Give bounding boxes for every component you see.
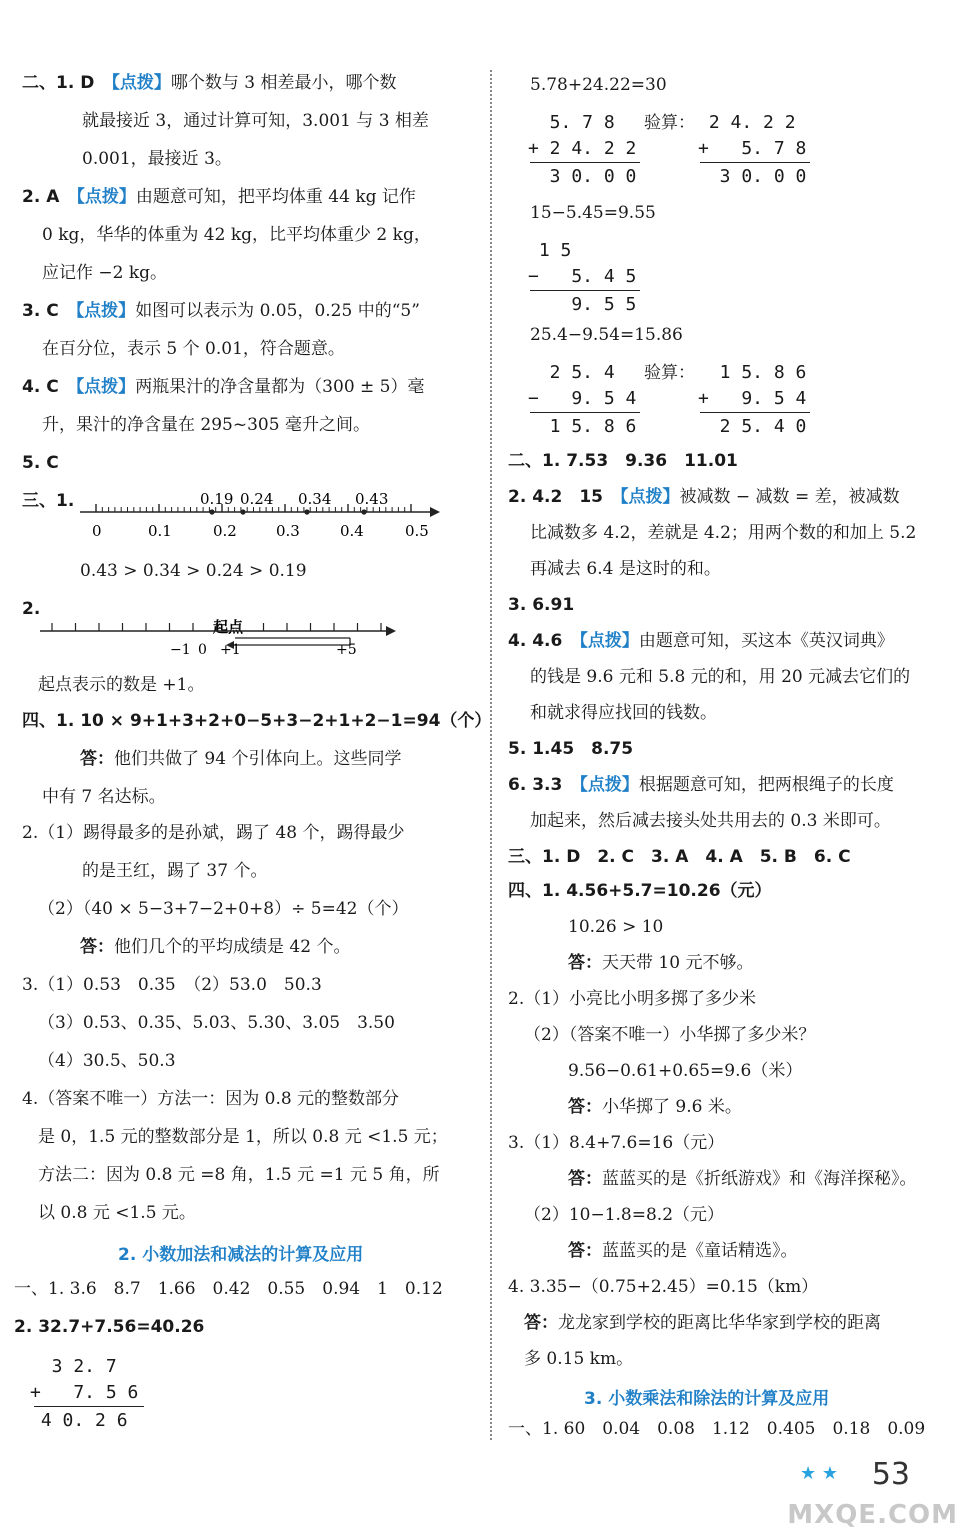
decorative-stars: ★ ★ xyxy=(800,1463,838,1484)
item-number: 6. 3.3 xyxy=(508,775,563,795)
answer-label: 答： xyxy=(568,1097,602,1117)
vertical-calc-row: 5. 7 8 xyxy=(528,112,615,133)
bottom-label: 0 xyxy=(92,522,102,540)
answer-line xyxy=(22,376,425,398)
hint-tag: 【点拨】 xyxy=(76,187,136,207)
bottom-label: 0.3 xyxy=(276,522,300,540)
number-line-1 xyxy=(70,484,450,544)
vertical-calc-row: + 2 4. 2 2 xyxy=(528,138,637,159)
answer-line: 15−5.45=9.55 xyxy=(530,203,656,223)
answer-text: 小华掷了 9.6 米。 xyxy=(602,1097,742,1117)
vertical-calc-row: − 9. 5 4 xyxy=(528,388,637,409)
answer-line: 和就求得应找回的钱数。 xyxy=(530,703,717,723)
top-label: 0.34 xyxy=(298,490,332,508)
point-0.24 xyxy=(240,509,245,514)
section-heading: 3. 小数乘法和除法的计算及应用 xyxy=(584,1389,830,1409)
answer-line: 一、1. 60 0.04 0.08 1.12 0.405 0.18 0.09 xyxy=(508,1419,926,1439)
hint-tag: 【点拨】 xyxy=(619,487,680,507)
point-0.19 xyxy=(209,509,214,514)
answer-line: 四、1. 4.56+5.7=10.26（元） xyxy=(508,881,772,901)
vertical-calc-row: 1 5. 8 6 xyxy=(698,362,807,383)
answer-line: 是 0，1.5 元的整数部分是 1，所以 0.8 元 <1.5 元； xyxy=(38,1127,448,1147)
answer-line: 0.001，最接近 3。 xyxy=(82,149,232,169)
answer-line: 5. 1.45 8.75 xyxy=(508,739,634,759)
top-label: 0.19 xyxy=(200,490,234,508)
item-number: 2. A xyxy=(22,187,60,207)
vertical-calc-row: + 5. 7 8 xyxy=(698,138,807,159)
answer-label: 答： xyxy=(568,1169,602,1189)
answer-line: 的是王红，踢了 37 个。 xyxy=(82,861,268,881)
answer-line: 起点表示的数是 +1。 xyxy=(38,675,205,695)
answer-line xyxy=(508,774,894,796)
answer-line: 再减去 6.4 是这时的和。 xyxy=(530,559,721,579)
answer-line xyxy=(22,300,420,322)
answer-line: （2）（答案不唯一）小华掷了多少米？ xyxy=(524,1025,816,1045)
section-heading: 2. 小数加法和减法的计算及应用 xyxy=(118,1245,364,1265)
watermark: MXQE.COM xyxy=(787,1500,958,1530)
answer-text: 天天带 10 元不够。 xyxy=(602,953,754,973)
answer-line: 0 kg，华华的体重为 42 kg，比平均体重少 2 kg， xyxy=(42,225,431,245)
answer-line: 5.78+24.22=30 xyxy=(530,75,667,95)
hint-tag: 【点拨】 xyxy=(111,73,171,93)
answer-line: 比减数多 4.2，差就是 4.2；用两个数的和加上 5.2 xyxy=(530,523,917,543)
answer-line: 2. xyxy=(22,599,41,619)
bottom-label: 0.1 xyxy=(148,522,172,540)
answer-line: 多 0.15 km。 xyxy=(524,1349,634,1369)
answer-line: 在百分位，表示 5 个 0.01，符合题意。 xyxy=(42,339,345,359)
check-label: 验算： xyxy=(644,363,695,383)
vertical-calc-row: 4 0. 2 6 xyxy=(30,1410,128,1431)
vertical-calc-row: 9. 5 5 xyxy=(528,294,637,315)
number-line-2 xyxy=(30,618,410,660)
answer-line xyxy=(80,748,401,770)
answer-line: 中有 7 名达标。 xyxy=(42,787,166,807)
answer-line: 3.（1）0.53 0.35 （2）53.0 50.3 xyxy=(22,975,322,995)
hint-text: 如图可以表示为 0.05，0.25 中的“5” xyxy=(135,301,420,321)
point-0.34 xyxy=(304,509,309,514)
hint-text: 由题意可知，把平均体重 44 kg 记作 xyxy=(135,187,416,207)
answer-label: 答： xyxy=(568,953,602,973)
calc-rule xyxy=(34,1406,144,1407)
answer-label: 答： xyxy=(568,1241,602,1261)
answer-text: 他们共做了 94 个引体向上。这些同学 xyxy=(114,749,402,769)
bottom-label: 0.2 xyxy=(213,522,237,540)
answer-text: 龙龙家到学校的距离比华华家到学校的距离 xyxy=(558,1313,881,1333)
answer-line: 10.26 > 10 xyxy=(568,917,664,937)
answer-line xyxy=(568,1168,917,1190)
answer-text: 蓝蓝买的是《童话精选》。 xyxy=(602,1241,798,1261)
nl2-label: +1 xyxy=(220,642,241,658)
answer-line: 就最接近 3，通过计算可知，3.001 与 3 相差 xyxy=(82,111,429,131)
answer-line: 四、1. 10 × 9+1+3+2+0−5+3−2+1+2−1=94（个） xyxy=(22,711,492,731)
vertical-calc-row: 3 0. 0 0 xyxy=(698,166,807,187)
hint-text: 哪个数与 3 相差最小，哪个数 xyxy=(170,73,397,93)
hint-tag: 【点拨】 xyxy=(75,301,136,321)
hint-text: 被减数 − 减数 = 差，被减数 xyxy=(679,487,900,507)
nl2-label: −1 xyxy=(170,642,191,658)
bottom-label: 0.5 xyxy=(405,522,429,540)
answer-line: 三、1. D 2. C 3. A 4. A 5. B 6. C xyxy=(508,847,851,867)
answer-line: 2. 32.7+7.56=40.26 xyxy=(14,1317,205,1337)
calc-rule xyxy=(530,290,640,291)
answer-line: 2.（1）踢得最多的是孙斌，踢了 48 个，踢得最少 xyxy=(22,823,405,843)
vertical-calc-row: 3 2. 7 xyxy=(30,1356,117,1377)
item-number: 二、1. D xyxy=(22,73,95,93)
point-0.43 xyxy=(361,509,366,514)
vertical-calc-row: + 7. 5 6 xyxy=(30,1382,139,1403)
bottom-label: 0.4 xyxy=(340,522,364,540)
answer-line: 4.（答案不唯一）方法一：因为 0.8 元的整数部分 xyxy=(22,1089,400,1109)
column-divider xyxy=(490,70,492,1440)
answer-line: 3. 6.91 xyxy=(508,595,575,615)
answer-line: 方法二：因为 0.8 元 =8 角，1.5 元 =1 元 5 角，所 xyxy=(38,1165,440,1185)
answer-line xyxy=(508,486,900,508)
answer-line: 一、1. 3.6 8.7 1.66 0.42 0.55 0.94 1 0.12 xyxy=(14,1279,443,1299)
answer-line: 加起来，然后减去接头处共用去的 0.3 米即可。 xyxy=(530,811,891,831)
vertical-calc-row: + 9. 5 4 xyxy=(698,388,807,409)
answer-line: 25.4−9.54=15.86 xyxy=(530,325,683,345)
answer-line xyxy=(22,72,396,94)
answer-line: 的钱是 9.6 元和 5.8 元的和，用 20 元减去它们的 xyxy=(530,667,911,687)
answer-line xyxy=(568,1240,798,1262)
calc-rule xyxy=(530,162,640,163)
answer-line: （2）10−1.8=8.2（元） xyxy=(524,1205,725,1225)
answer-line xyxy=(22,186,416,208)
answer-line: 5. C xyxy=(22,453,59,473)
answer-line: 0.43 > 0.34 > 0.24 > 0.19 xyxy=(80,561,307,581)
answer-line: 9.56−0.61+0.65=9.6（米） xyxy=(568,1061,803,1081)
start-label: 起点 xyxy=(213,618,244,636)
top-label: 0.24 xyxy=(240,490,274,508)
answer-line xyxy=(508,630,894,652)
check-label: 验算： xyxy=(644,113,695,133)
calc-rule xyxy=(700,162,810,163)
vertical-calc-row: 1 5. 8 6 xyxy=(528,416,637,437)
nl2-label: +5 xyxy=(336,642,357,658)
vertical-calc-row: 2 5. 4 0 xyxy=(698,416,807,437)
answer-line: （4）30.5、50.3 xyxy=(38,1051,176,1071)
vertical-calc-row: 1 5 xyxy=(528,240,572,261)
vertical-calc-row: 2 5. 4 xyxy=(528,362,615,383)
page-number: 53 xyxy=(871,1457,910,1492)
answer-line xyxy=(524,1312,881,1334)
item-number: 4. C xyxy=(22,377,59,397)
answer-line: 三、1. xyxy=(22,491,75,511)
answer-line xyxy=(568,952,753,974)
answer-line: （2）（40 × 5−3+7−2+0+8）÷ 5=42（个） xyxy=(38,899,409,919)
top-label: 0.43 xyxy=(355,490,389,508)
answer-text: 他们几个的平均成绩是 42 个。 xyxy=(114,937,351,957)
hint-tag: 【点拨】 xyxy=(579,631,639,651)
answer-line: 二、1. 7.53 9.36 11.01 xyxy=(508,451,738,471)
answer-line xyxy=(80,936,350,958)
answer-label: 答： xyxy=(80,937,114,957)
answer-text: 蓝蓝买的是《折纸游戏》和《海洋探秘》。 xyxy=(602,1169,917,1189)
item-number: 2. 4.2 15 xyxy=(508,487,603,507)
vertical-calc-row: 3 0. 0 0 xyxy=(528,166,637,187)
answer-line: 应记作 −2 kg。 xyxy=(42,263,168,283)
calc-rule xyxy=(700,412,810,413)
item-number: 3. C xyxy=(22,301,59,321)
hint-tag: 【点拨】 xyxy=(75,377,136,397)
answer-line: 以 0.8 元 <1.5 元。 xyxy=(38,1203,196,1223)
answer-label: 答： xyxy=(80,749,114,769)
answer-line: 2.（1）小亮比小明多掷了多少米 xyxy=(508,989,757,1009)
answer-line xyxy=(568,1096,742,1118)
hint-text: 根据题意可知，把两根绳子的长度 xyxy=(638,775,894,795)
vertical-calc-row: − 5. 4 5 xyxy=(528,266,637,287)
answer-line: （3）0.53、0.35、5.03、5.30、3.05 3.50 xyxy=(38,1013,395,1033)
nl2-label: 0 xyxy=(198,642,207,658)
hint-text: 由题意可知，买这本《英汉词典》 xyxy=(638,631,894,651)
answer-label: 答： xyxy=(524,1313,558,1333)
answer-line: 3.（1）8.4+7.6=16（元） xyxy=(508,1133,725,1153)
calc-rule xyxy=(530,412,640,413)
answer-line: 4. 3.35−（0.75+2.45）=0.15（km） xyxy=(508,1277,819,1297)
vertical-calc-row: 2 4. 2 2 xyxy=(698,112,796,133)
hint-tag: 【点拨】 xyxy=(579,775,639,795)
answer-line: 升，果汁的净含量在 295~305 毫升之间。 xyxy=(42,415,370,435)
item-number: 4. 4.6 xyxy=(508,631,563,651)
hint-text: 两瓶果汁的净含量都为（300 ± 5）毫 xyxy=(135,377,425,397)
